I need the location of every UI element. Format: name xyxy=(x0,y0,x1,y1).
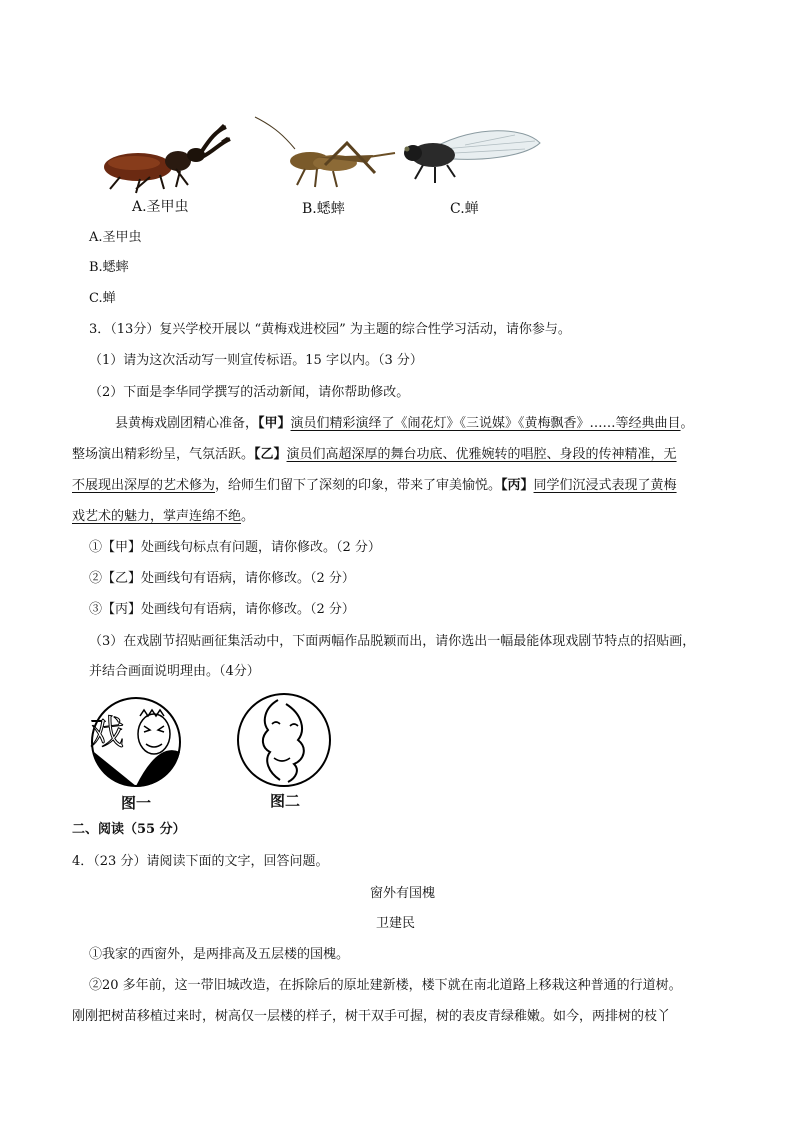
underlined-sentence-bing-cont: 戏艺术的魅力，掌声连绵不绝 xyxy=(72,509,242,524)
question-3-part-2: （2）下面是李华同学撰写的活动新闻，请你帮助修改。 xyxy=(89,385,410,400)
article-author: 卫建民 xyxy=(376,916,416,931)
question-4-stem: 4．（23 分）请阅读下面的文字，回答问题。 xyxy=(72,854,329,869)
underlined-sentence-jia: 演员们精彩演绎了《闹花灯》《三说媒》《黄梅飘香》……等经典曲目 xyxy=(290,416,681,431)
caption-beetle: A.圣甲虫 xyxy=(132,199,189,215)
sub-question-3: ③【丙】处画线句有语病，请你修改。（2 分） xyxy=(89,602,355,617)
fig1-label: 图一 xyxy=(121,794,152,812)
poster-figure-1 xyxy=(88,692,188,796)
article-paragraph-2-line-2: 刚刚把树苗移植过来时，树高仅一层楼的样子，树干双手可握，树的表皮青绿稚嫩。如今，两排树的枝丫 xyxy=(72,1009,671,1024)
poster-figure-2 xyxy=(234,694,338,790)
question-3-part-1: （1）请为这次活动写一则宣传标语。15 字以内。（3 分） xyxy=(89,353,423,368)
question-3-part-3-line-2: 并结合画面说明理由。（4分） xyxy=(89,664,260,679)
caption-cicada: C.蝉 xyxy=(450,201,479,217)
tag-yi: 【乙】 xyxy=(254,447,287,462)
news-line-3 xyxy=(72,476,677,496)
fig1-character: 戏 xyxy=(90,713,124,753)
sub-question-2: ②【乙】处画线句有语病，请你修改。（2 分） xyxy=(89,571,355,586)
news-text: 。 xyxy=(241,509,255,524)
tag-bing: 【丙】 xyxy=(501,478,534,493)
article-title: 窗外有国槐 xyxy=(370,886,436,901)
article-paragraph-1: ①我家的西窗外，是两排高及五层楼的国槐。 xyxy=(89,947,350,962)
cricket-image xyxy=(255,117,405,197)
news-text: ，给师生们留下了深刻的印象，带来了审美愉悦。 xyxy=(215,478,502,493)
news-line-1 xyxy=(89,414,694,434)
underlined-sentence-yi-cont: 不展现出深厚的艺术修为 xyxy=(72,478,216,493)
tag-jia: 【甲】 xyxy=(258,416,291,431)
news-line-4 xyxy=(72,507,254,527)
option-c: C.蝉 xyxy=(89,291,116,306)
question-3-stem: 3．（13分）复兴学校开展以 “黄梅戏进校园” 为主题的综合性学习活动，请你参与。 xyxy=(89,322,571,337)
news-text: 整场演出精彩纷呈，气氛活跃。 xyxy=(72,447,255,462)
caption-cricket: B.蟋蟀 xyxy=(302,201,345,217)
news-text: 。 xyxy=(680,416,694,431)
news-line-2 xyxy=(72,445,677,465)
underlined-sentence-yi: 演员们高超深厚的舞台功底、优雅婉转的唱腔、身段的传神精准，无 xyxy=(286,447,677,462)
option-b: B.蟋蟀 xyxy=(89,260,129,275)
underlined-sentence-bing: 同学们沉浸式表现了黄梅 xyxy=(533,478,677,493)
stag-beetle-image xyxy=(90,117,240,197)
article-paragraph-2-line-1: ②20 多年前，这一带旧城改造，在拆除后的原址建新楼，楼下就在南北道路上移栽这种普通的行道树。 xyxy=(89,978,682,993)
question-3-part-3-line-1: （3）在戏剧节招贴画征集活动中，下面两幅作品脱颖而出，请你选出一幅最能体现戏剧节特点的招贴画， xyxy=(89,634,696,649)
cicada-image xyxy=(395,117,545,197)
fig2-label: 图二 xyxy=(270,792,301,810)
news-text: 县黄梅戏剧团精心准备， xyxy=(115,416,259,431)
option-a: A.圣甲虫 xyxy=(89,230,142,245)
section-2-title: 二、阅读（55 分） xyxy=(72,822,186,837)
sub-question-1: ①【甲】处画线句标点有问题，请你修改。（2 分） xyxy=(89,540,381,555)
